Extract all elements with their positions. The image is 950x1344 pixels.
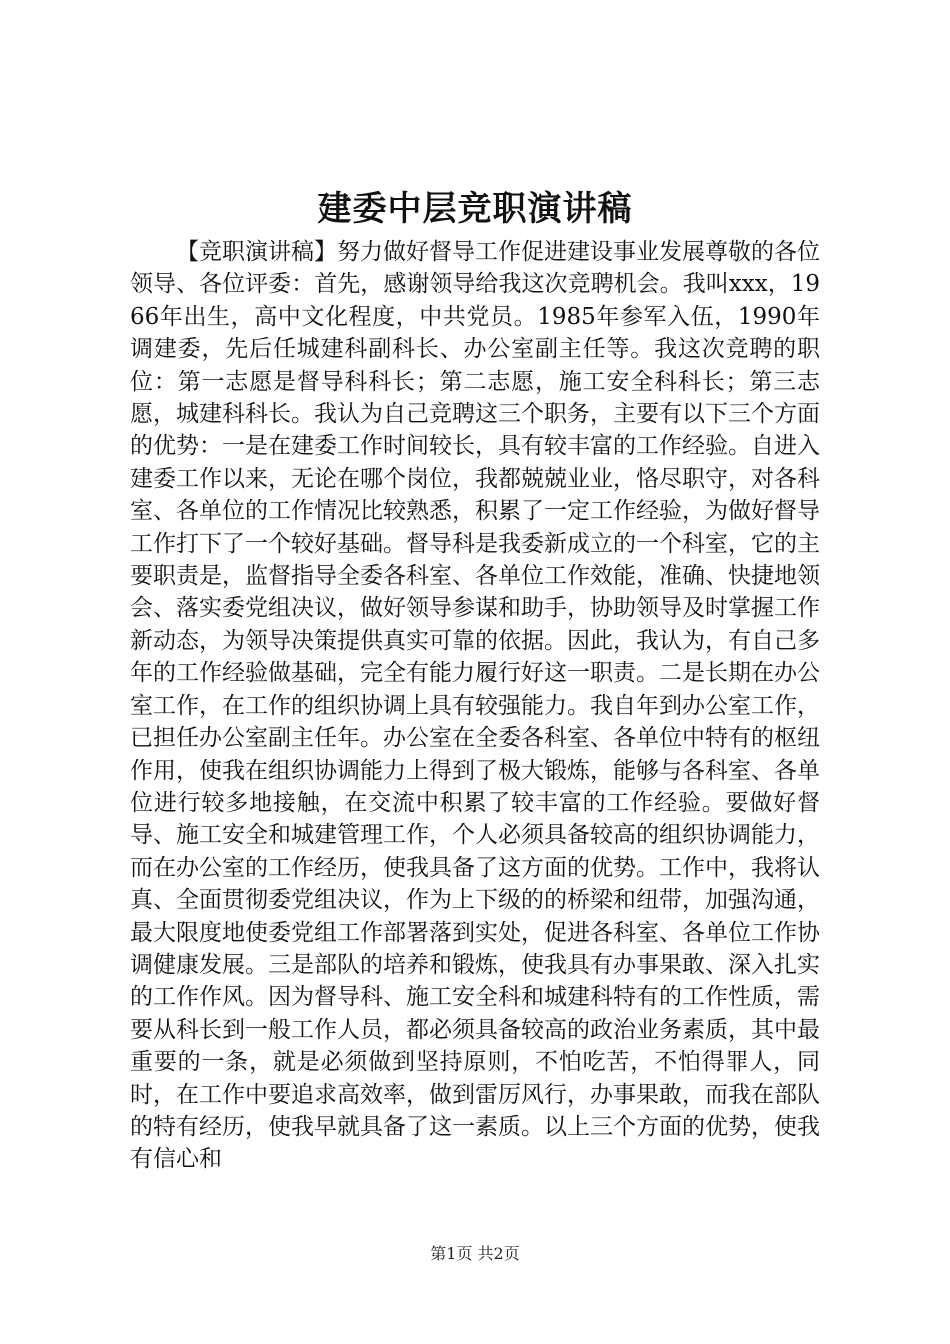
page-number: 第1页 共2页 [430,1244,520,1263]
document-body: 【竞职演讲稿】努力做好督导工作促进建设事业发展尊敬的各位领导、各位评委：首先，感谢领导给我这次竞聘机会。我叫xxx，1966年出生，高中文化程度，中共党员。1985年参军入伍，1990年调建委，先后任城建科副科长、办公室副主任等。我这次竞聘的职位：第一志愿是督导科科长；第二志愿，施工安全科科长；第三志愿，城建科科长。我认为自己竞聘这三个职务，主要有以下三个方面的优势：一是在建委工作时间较长，具有较丰富的工作经验。自进入建委工作以来，无论在哪个岗位，我都兢兢业业，恪尽职守，对各科室、各单位的工作情况比较熟悉，积累了一定工作经验，为做好督导工作打下了一个较好基础。督导科是我委新成立的一个科室，它的主要职责是，监督指导全委各科室、各单位工作效能，准确、快捷地领会、落实委党组决议，做好领导参谋和助手，协助领导及时掌握工作新动态，为领导决策提供真实可靠的依据。因此，我认为，有自己多年的工作经验做基础，完全有能力履行好这一职责。二是长期在办公室工作，在工作的组织协调上具有较强能力。我自年到办公室工作，已担任办公室副主任年。办公室在全委各科室、各单位中特有的枢纽作用，使我在组织协调能力上得到了极大锻炼，能够与各科室、各单位进行较多地接触，在交流中积累了较丰富的工作经验。要做好督导、施工安全和城建管理工作，个人必须具备较高的组织协调能力，而在办公室的工作经历，使我具备了这方面的优势。工作中，我将认真、全面贯彻委党组决议，作为上下级的的桥梁和纽带，加强沟通，最大限度地使委党组工作部署落到实处，促进各科室、各单位工作协调健康发展。三是部队的培养和锻炼，使我具有办事果敢、深入扎实的工作作风。因为督导科、施工安全科和城建科特有的工作性质，需要从科长到一般工作人员，都必须具备较高的政治业务素质，其中最重要的一条，就是必须做到坚持原则，不怕吃苦，不怕得罪人，同时，在工作中要追求高效率，做到雷厉风行，办事果敢，而我在部队的特有经历，使我早就具备了这一素质。以上三个方面的优势，使我有信心和 [130,239,820,1173]
document-title: 建委中层竞职演讲稿 [317,189,633,229]
